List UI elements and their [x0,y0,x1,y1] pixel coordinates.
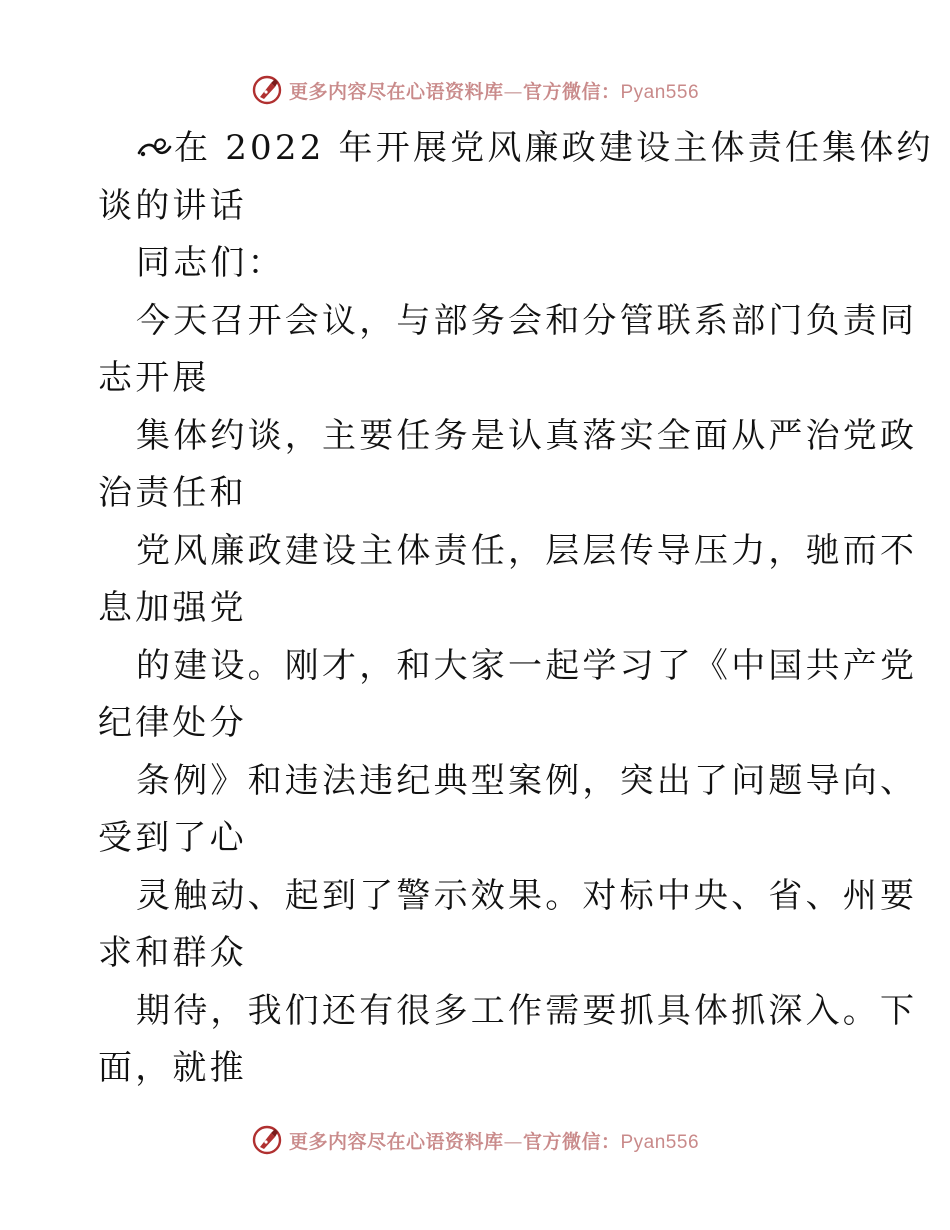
paragraph-line: 条例》和违法违纪典型案例，突出了问题导向、 [136,760,918,801]
footer-banner-text [289,1127,699,1154]
paragraph-line: 集体约谈，主要任务是认真落实全面从严治党政 [136,415,918,456]
footer-main-text: 更多内容尽在心语资料库 [288,1130,504,1153]
document-title-line-1 [98,120,934,178]
document-title-text-1: 在 2022 年开展党风廉政建设主体责任集体约 [174,128,934,168]
paragraph-line: 今天召开会议，与部务会和分管联系部门负责同 [136,300,918,341]
paragraph-line: 的建设。刚才，和大家一起学习了《中国共产党 [136,645,918,686]
paragraph-line: 息加强党 [98,588,247,628]
paragraph-line: 治责任和 [98,473,247,513]
paragraph-line: 志开展 [98,358,210,398]
footer-banner-inner [251,1124,699,1156]
document-title-line-2: 谈的讲话 [98,185,247,226]
footer-wechat-id: Pyan556 [620,1131,700,1153]
leaf-ornament-icon [136,133,174,163]
paragraph-line: 面，就推 [98,1048,247,1088]
document-body [98,120,934,1098]
pen-nib-logo-icon [251,74,283,106]
header-wechat-id: Pyan556 [620,81,700,103]
header-banner-inner [251,74,699,106]
paragraph-line: 求和群众 [98,933,247,973]
pen-nib-logo-icon [251,1124,283,1156]
paragraph-line: 期待，我们还有很多工作需要抓具体抓深入。下 [136,990,918,1031]
paragraph-line: 灵触动、起到了警示效果。对标中央、省、州要 [136,875,918,916]
header-banner-text [289,77,699,104]
header-banner [0,70,950,110]
footer-wechat-label: 官方微信： [522,1130,621,1153]
header-dash: — [503,80,523,103]
footer-dash: — [503,1130,523,1153]
paragraph-line: 纪律处分 [98,703,247,743]
header-wechat-label: 官方微信： [522,80,621,103]
paragraph-line: 受到了心 [98,818,247,858]
document-salutation: 同志们： [136,243,285,283]
header-main-text: 更多内容尽在心语资料库 [288,80,504,103]
paragraph-line: 党风廉政建设主体责任，层层传导压力，驰而不 [136,530,918,571]
footer-banner [0,1120,950,1160]
